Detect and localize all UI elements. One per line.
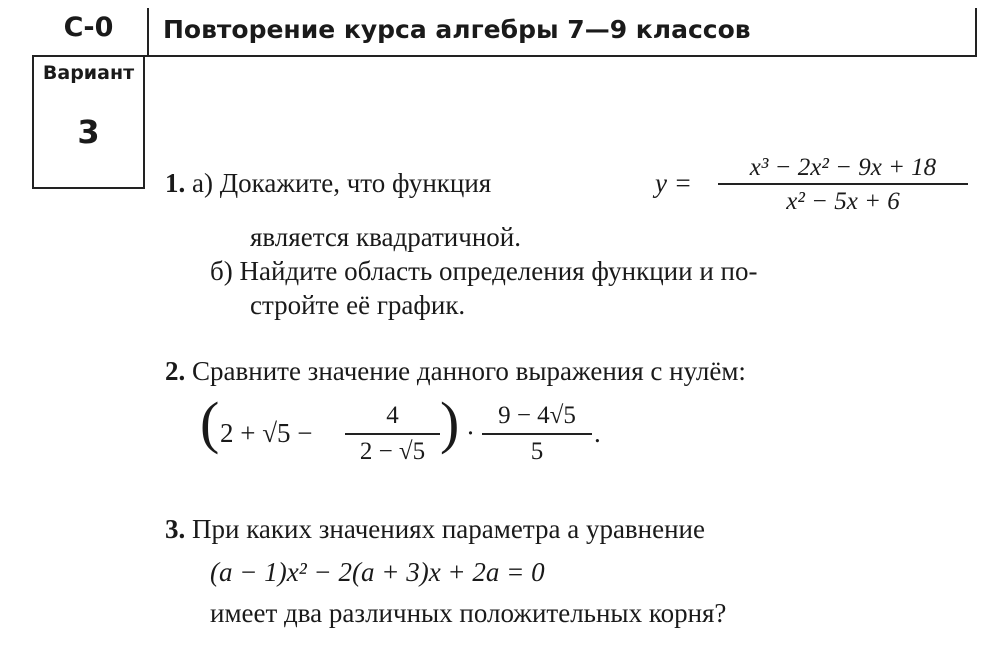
task3-line1-text: При каких значениях параметра a уравнение — [192, 514, 705, 544]
task1-denominator: x² − 5x + 6 — [786, 188, 900, 215]
task1-y-equals: y = — [655, 168, 692, 198]
task1-line-b1 — [210, 256, 757, 287]
variant-label: Вариант — [42, 62, 135, 84]
left-paren: ( — [200, 390, 220, 455]
task1-part-a-text: Докажите, что функция — [219, 168, 492, 198]
task2-inner-denominator: 2 − √5 — [359, 438, 426, 465]
task1-fraction-bar — [718, 183, 968, 185]
task2-text: Сравните значение данного выражения с нулём: — [192, 356, 746, 386]
task3-equation: (a − 1)x² − 2(a + 3)x + 2a = 0 — [210, 557, 545, 587]
task2-inner-bar — [345, 433, 440, 435]
task2-inner-left: 2 + √5 − — [220, 418, 313, 448]
task1-fraction — [718, 150, 968, 220]
task1-part-a-continuation: является квадратичной. — [250, 222, 521, 252]
task2-number: 2. — [165, 356, 186, 386]
task2-outer-fraction — [482, 400, 592, 470]
header-divider-right — [975, 8, 977, 55]
worksheet-title: Повторение курса алгебры 7—9 классов — [163, 15, 751, 44]
task2-inner-numerator: 4 — [386, 402, 399, 429]
task1-part-a-marker: а) — [192, 168, 213, 198]
task2-outer-bar — [482, 433, 592, 435]
task1-part-b-line2: стройте её график. — [250, 290, 466, 320]
task3-line1 — [165, 514, 705, 545]
header-underline — [32, 55, 977, 57]
task1-part-b-marker: б) — [210, 256, 233, 286]
task2-line — [165, 356, 746, 387]
task2-outer-numerator: 9 − 4√5 — [498, 402, 576, 429]
task1-number: 1. — [165, 168, 186, 198]
task3-number: 3. — [165, 514, 186, 544]
task2-dot: · — [466, 418, 475, 448]
right-paren: ) — [440, 390, 460, 455]
task2-outer-denominator: 5 — [530, 438, 544, 465]
task1-part-b-line1: Найдите область определения функции и по- — [239, 256, 758, 286]
task2-period: . — [594, 418, 601, 448]
task3-line3: имеет два различных положительных корня? — [210, 598, 727, 628]
variant-number: 3 — [77, 113, 100, 151]
header-divider-left — [147, 8, 149, 55]
task1-numerator: x³ − 2x² − 9x + 18 — [749, 154, 937, 181]
variant-box — [32, 57, 145, 189]
worksheet-code: С-0 — [63, 12, 114, 43]
task1-line-a — [165, 168, 491, 199]
task2-inner-fraction — [345, 400, 440, 470]
